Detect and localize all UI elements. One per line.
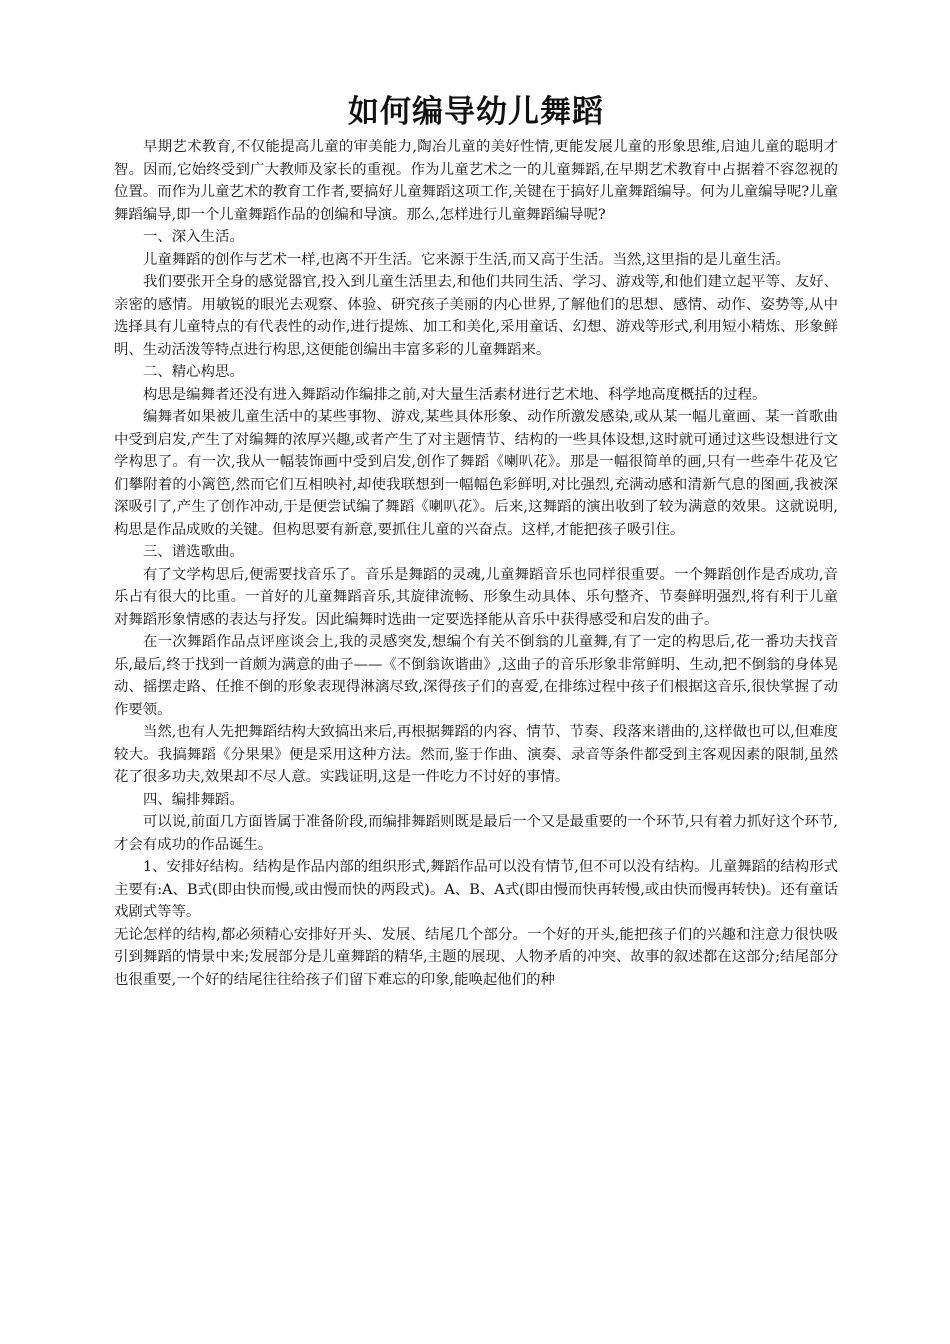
document-body [114,136,838,991]
paragraph: 当然,也有人先把舞蹈结构大致搞出来后,再根据舞蹈的内容、情节、节奏、段落来谱曲的,这样做也可以,但难度较大。我搞舞蹈《分果果》便是采用这种方法。然而,鉴于作曲、演奏、录音等条件都受到主客观因素的限制,虽然花了很多功夫,效果却不尽人意。实践证明,这是一件吃力不讨好的事情。 [114,724,838,785]
paragraph: 四、编排舞蹈。 [143,791,244,808]
paragraph: 早期艺术教育,不仅能提高儿童的审美能力,陶冶儿童的美好性情,更能发展儿童的形象思维,启迪儿童的聪明才智。因而,它始终受到广大教师及家长的重视。作为儿童艺术之一的儿童舞蹈,在早期艺术教育中占据着不容忽视的位置。而作为儿童艺术的教育工作者,要搞好儿童舞蹈这项工作,关键在于搞好儿童舞蹈编导。何为儿童编导呢?儿童舞蹈编导,即一个儿童舞蹈作品的创编和导演。那么,怎样进行儿童舞蹈编导呢? [114,139,838,223]
paragraph: 儿童舞蹈的创作与艺术一样,也离不开生活。它来源于生活,而又高于生活。当然,这里指的是儿童生活。 [143,251,790,268]
paragraph: 可以说,前面几方面皆属于准备阶段,而编排舞蹈则既是最后一个又是最重要的一个环节,只有着力抓好这个环节,才会有成功的作品诞生。 [114,814,838,853]
document-page [114,92,838,991]
paragraph: 有了文学构思后,便需要找音乐了。音乐是舞蹈的灵魂,儿童舞蹈音乐也同样很重要。一个舞蹈创作是否成功,音乐占有很大的比重。一首好的儿童舞蹈音乐,其旋律流畅、形象生动具体、乐句整齐、节奏鲜明强烈,将有利于儿童对舞蹈形象情感的表达与抒发。因此编舞时选曲一定要选择能从音乐中获得感受和启发的曲子。 [114,566,838,628]
paragraph: 二、精心构思。 [143,364,244,380]
document-title: 如何编导幼儿舞蹈 [348,94,604,130]
paragraph: 一、深入生活。 [143,229,244,245]
paragraph: 三、谱选歌曲。 [143,544,244,560]
paragraph: 无论怎样的结构,都必须精心安排好开头、发展、结尾几个部分。一个好的开头,能把孩子们的兴趣和注意力很快吸引到舞蹈的情景中来;发展部分是儿童舞蹈的精华,主题的展现、人物矛盾的冲突、故事的叙述都在这部分;结尾部分也很重要,一个好的结尾往往给孩子们留下难忘的印象,能唤起他们的种 [114,926,838,988]
paragraph: 构思是编舞者还没有进入舞蹈动作编排之前,对大量生活素材进行艺术地、科学地高度概括的过程。 [143,386,767,403]
paragraph: 我们要张开全身的感觉器官,投入到儿童生活里去,和他们共同生活、学习、游戏等,和他们建立起平等、友好、亲密的感情。用敏锐的眼光去观察、体验、研究孩子美丽的内心世界,了解他们的思想、感情、动作、姿势等,从中选择具有儿童特点的有代表性的动作,进行提炼、加工和美化,采用童话、幻想、游戏等形式,利用短小精炼、形象鲜明、生动活泼等特点进行构思,这便能创编出丰富多彩的儿童舞蹈来。 [114,274,838,358]
paragraph: 1、安排好结构。结构是作品内部的组织形式,舞蹈作品可以没有情节,但不可以没有结构。儿童舞蹈的结构形式主要有:A、B式(即由快而慢,或由慢而快的两段式)。A、B、A式(即由慢而快再转慢,或由快而慢再转快)。还有童话戏剧式等等。 [114,859,838,920]
paragraph: 编舞者如果被儿童生活中的某些事物、游戏,某些具体形象、动作所激发感染,或从某一幅儿童画、某一首歌曲中受到启发,产生了对编舞的浓厚兴趣,或者产生了对主题情节、结构的一些具体设想,这时就可通过这些设想进行文学构思了。有一次,我从一幅装饰画中受到启发,创作了舞蹈《喇叭花》。那是一幅很简单的画,只有一些牵牛花及它们攀附着的小篱笆,然而它们互相映衬,却使我联想到一幅幅色彩鲜明,对比强烈,充满动感和清新气息的图画,我被深深吸引了,产生了创作冲动,于是便尝试编了舞蹈《喇叭花》。后来,这舞蹈的演出收到了较为满意的效果。这就说明,构思是作品成败的关键。但构思要有新意,要抓住儿童的兴奋点。这样,才能把孩子吸引住。 [114,409,838,538]
paragraph: 在一次舞蹈作品点评座谈会上,我的灵感突发,想编个有关不倒翁的儿童舞,有了一定的构思后,花一番功夫找音乐,最后,终于找到一首颇为满意的曲子——《不倒翁诙谐曲》,这曲子的音乐形象非常鲜明、生动,把不倒翁的身体晃动、摇摆走路、任推不倒的形象表现得淋漓尽致,深得孩子们的喜爱,在排练过程中孩子们根据这音乐,很快掌握了动作要领。 [114,634,838,718]
